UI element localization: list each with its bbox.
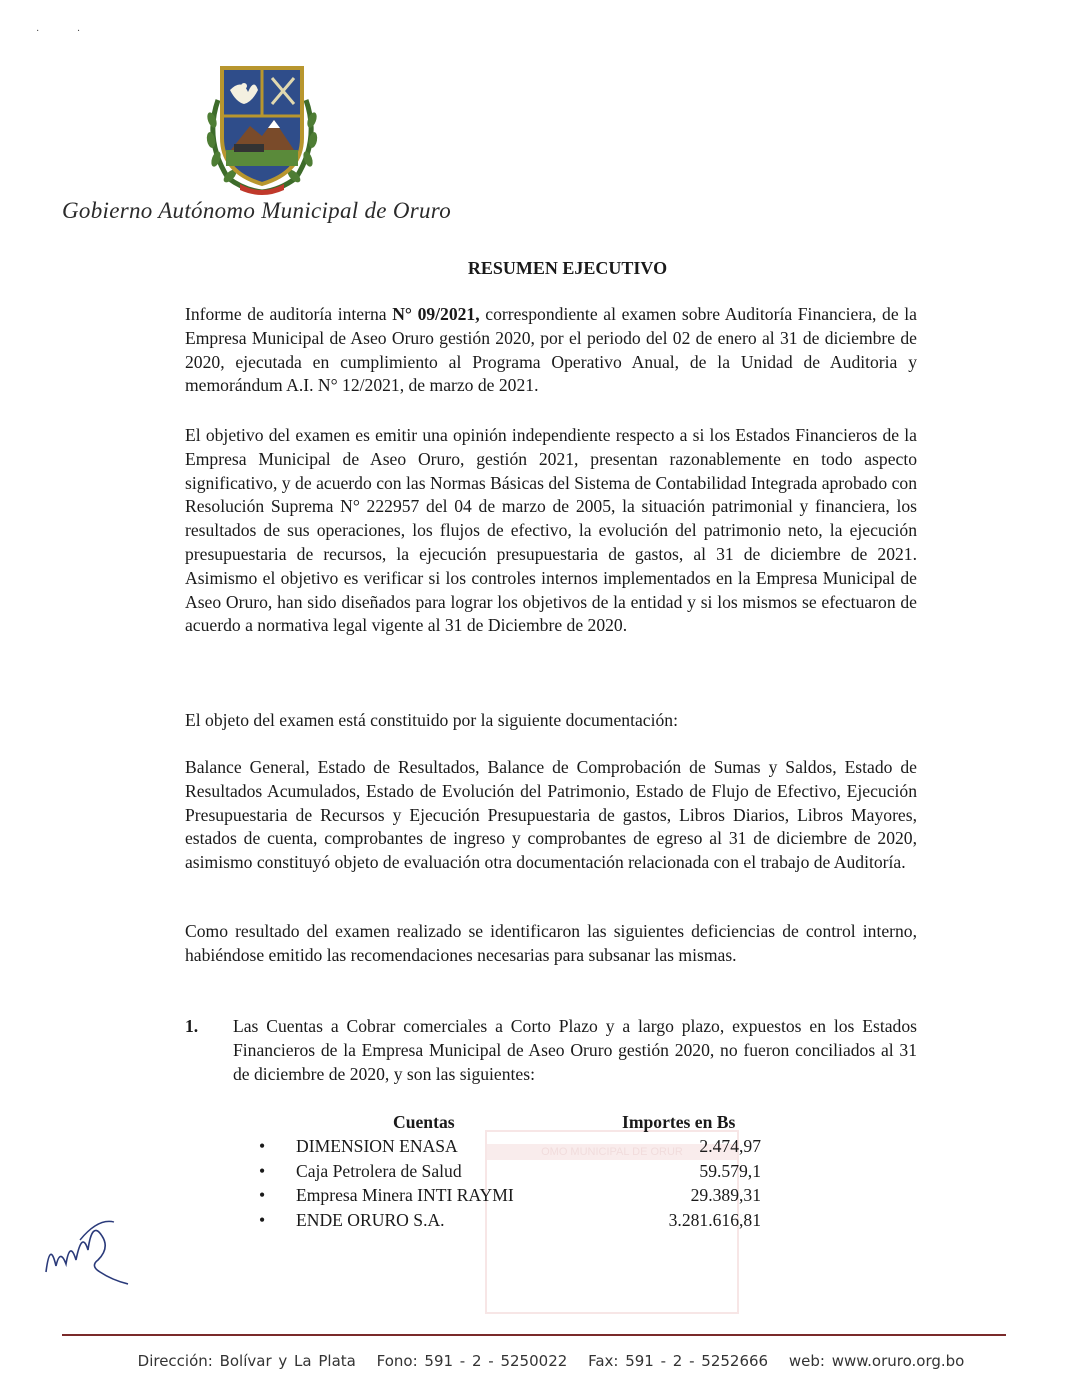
- account-name: Empresa Minera INTI RAYMI: [296, 1185, 514, 1205]
- table-row: [255, 1185, 775, 1210]
- account-name: ENDE ORURO S.A.: [296, 1209, 445, 1230]
- account-name: DIMENSION ENASA: [296, 1136, 458, 1156]
- table-row: [255, 1136, 775, 1161]
- account-amount: 59.579,1: [699, 1160, 761, 1181]
- municipal-crest-icon: [200, 60, 324, 198]
- paragraph-object-intro: El objeto del examen está constituido por la siguiente documentación:: [185, 710, 678, 730]
- table-row: [255, 1161, 775, 1186]
- table-header: [255, 1112, 775, 1136]
- bullet-icon: •: [259, 1185, 266, 1205]
- col-header-accounts: Cuentas: [393, 1112, 455, 1132]
- table-row: [255, 1210, 775, 1235]
- footer-contact: [0, 1352, 1077, 1370]
- paragraph-intro: Informe de auditoría interna N° 09/2021, correspondiente al examen sobre Auditoría Financiera, de la Empresa Municipal de Aseo Oruro gestión 2020, por el periodo del 02 de enero al 31 de diciembre de 2020, ejecutada en cumplimiento al Programa Operativo Anual, de la Unidad de Auditoria y memorándum A.I. N° 12/2021, de marzo de 2021.: [185, 304, 917, 396]
- account-amount: 29.389,31: [690, 1185, 761, 1205]
- footer-fax: Fax: 591 - 2 - 5252666: [588, 1352, 769, 1370]
- account-amount: 2.474,97: [699, 1136, 761, 1156]
- bullet-icon: •: [259, 1136, 266, 1156]
- paragraph-result: Como resultado del examen realizado se identificaron las siguientes deficiencias de control interno, habiéndose emitido las recomendaciones necesarias para subsanar las mismas.: [185, 921, 917, 965]
- finding-number: 1.: [185, 1016, 199, 1036]
- document-title: RESUMEN EJECUTIVO: [467, 258, 668, 278]
- scan-specks: · ·: [36, 26, 81, 37]
- paragraph-documentation: Balance General, Estado de Resultados, Balance de Comprobación de Sumas y Saldos, Estado de Resultados Acumulados, Estado de Evolución del Patrimonio, Estado de Flujo de Efectivo, Ejecución Presupuestaria de Recursos y Ejecución Presupuestaria de gastos, Libros Diarios, Libros Mayores, estados de cuenta, comprobantes de ingreso y comprobantes de egreso al 31 de diciembre de 2020, asimismo constituyó objeto de evaluación otra documentación relacionada con el trabajo de Auditoría.: [185, 757, 917, 873]
- bullet-icon: •: [259, 1209, 266, 1230]
- account-amount: 3.281.616,81: [668, 1209, 761, 1230]
- footer-divider: [62, 1334, 1006, 1336]
- footer-address: Dirección: Bolívar y La Plata: [137, 1352, 356, 1370]
- bullet-icon: •: [259, 1160, 266, 1181]
- organization-name: Gobierno Autónomo Municipal de Oruro: [62, 198, 451, 223]
- footer-web: web: www.oruro.org.bo: [788, 1352, 965, 1370]
- accounts-table: [255, 1112, 775, 1234]
- finding-text: Las Cuentas a Cobrar comerciales a Corto Plazo y a largo plazo, expuestos en los Estados Financieros de la Empresa Municipal de Aseo Oruro gestión 2020, no fueron conciliados al 31 de diciembre de 2020, y son las siguientes:: [233, 1016, 917, 1084]
- watermark-text: OMO MUNICIPAL DE ORUR: [487, 1144, 737, 1160]
- paragraph-objective: El objetivo del examen es emitir una opinión independiente respecto a si los Estados Financieros de la Empresa Municipal de Aseo Oruro, gestión 2021, presentan razonablemente en todo aspecto significativo, y de acuerdo con las Normas Básicas del Sistema de Contabilidad Integrada aprobado con Resolución Suprema N° 222957 del 04 de marzo de 2005, la situación patrimonial y financiera, los resultados de sus operaciones, los flujos de efectivo, la evolución del patrimonio neto, la ejecución presupuestaria de recursos, la ejecución presupuestaria de gastos, al 31 de diciembre de 2021. Asimismo el objetivo es verificar si los controles internos implementados en la Empresa Municipal de Aseo Oruro, han sido diseñados para lograr los objetivos de la entidad y si los mismos se efectuaron de acuerdo a normativa legal vigente al 31 de Diciembre de 2020.: [185, 425, 917, 636]
- footer-phone: Fono: 591 - 2 - 5250022: [376, 1352, 568, 1370]
- account-name: Caja Petrolera de Salud: [296, 1160, 462, 1181]
- handwritten-signature-icon: [40, 1200, 140, 1300]
- col-header-amount: Importes en Bs: [622, 1112, 736, 1132]
